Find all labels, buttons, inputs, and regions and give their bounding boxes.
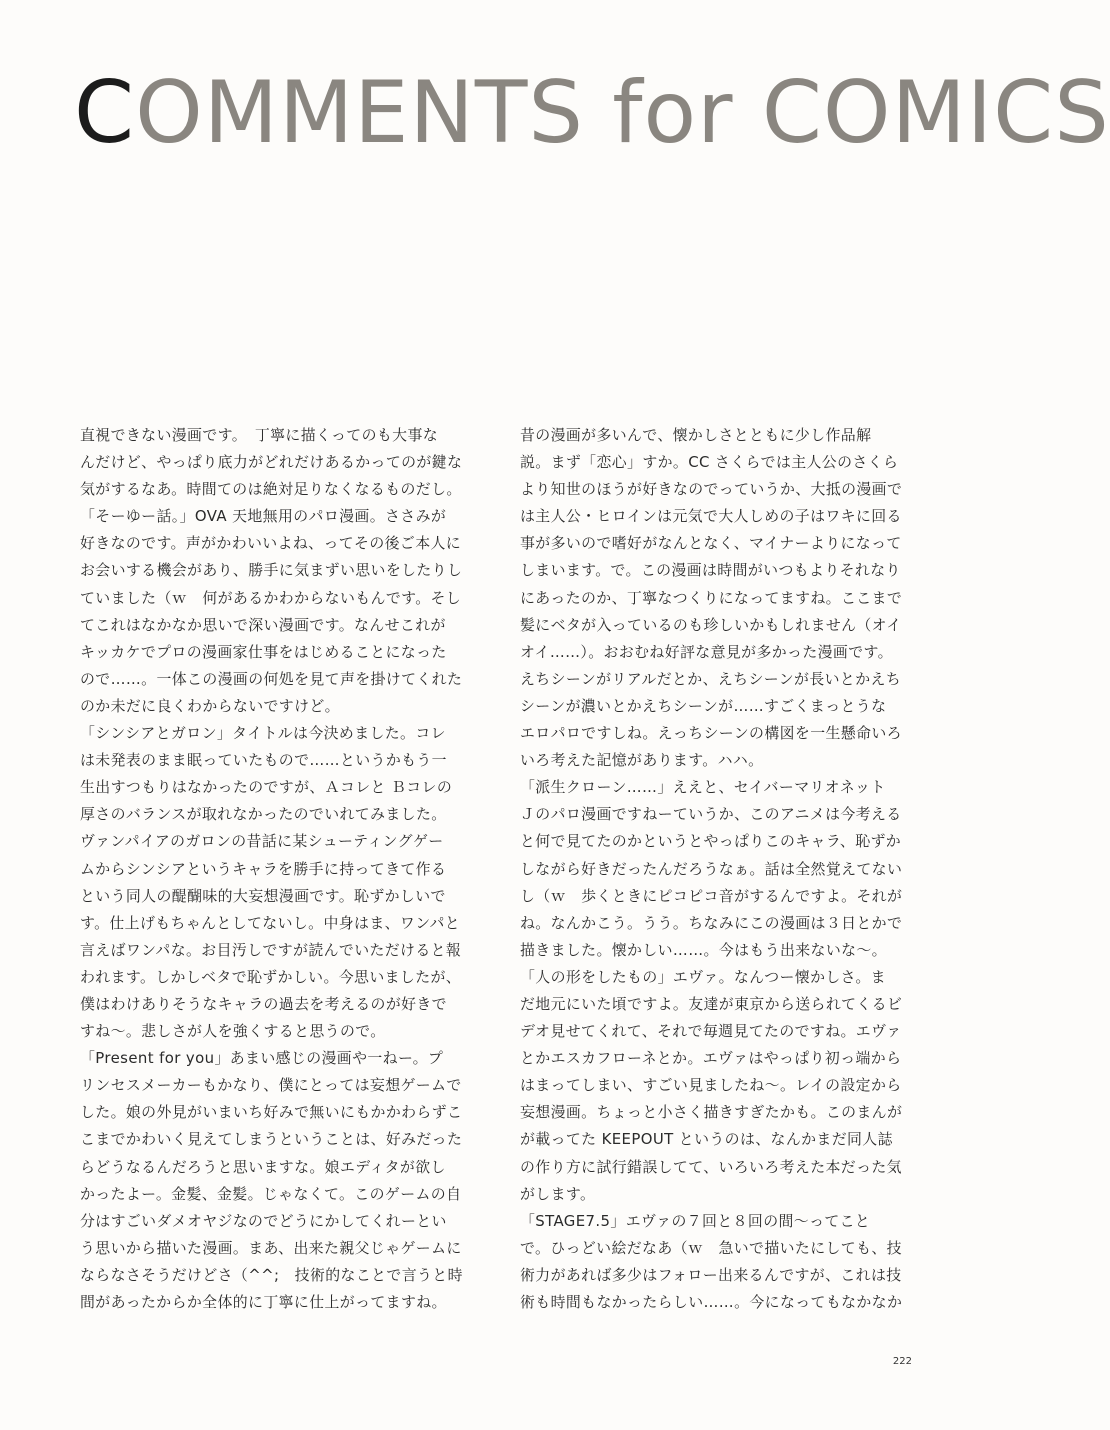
text-line: 術力があれば多少はフォロー出来るんですが、これは技 [520,1265,902,1284]
text-line: ていました（ｗ 何があるかわからないもんです。そし [80,588,462,607]
text-line: という同人の醍醐味的大妄想漫画です。恥ずかしいで [80,886,446,905]
text-line: すね～。悲しさが人を強くすると思うので。 [80,1022,386,1041]
text-line: キッカケでプロの漫画家仕事をはじめることになった [80,642,447,661]
text-line: んだけど、やっぱり底力がどれだけあるかってのが鍵な [80,453,463,472]
title-first-letter: C [74,63,136,163]
text-line: 描きました。懐かしい……。今はもう出来ないな～。 [520,940,887,959]
text-line: 言えばワンパな。お目汚しですが読んでいただけると報 [80,940,462,959]
text-line: らどうなるんだろうと思いますな。娘エディタが欲し [80,1157,446,1176]
text-line: 生出すつもりはなかったのですが、Ａコレと Ｂコレの [80,778,453,797]
text-line: ね。なんかこう。うう。ちなみにこの漫画は３日とかで [520,913,903,932]
text-line: 「Present for you」あまい感じの漫画や一ねー。プ [80,1049,444,1068]
page-title [74,63,1110,163]
text-line: 「シンシアとガロン」タイトルは今決めました。コレ [80,724,446,743]
text-line: ヴァンパイアのガロンの昔話に某シューティングゲー [80,832,444,851]
text-line: う思いから描いた漫画。まあ、出来た親父じゃゲームに [80,1238,462,1257]
text-line: 気がするなあ。時間てのは絶対足りなくなるものだし。 [80,480,462,499]
text-column-left [80,422,472,1316]
text-line: 「人の形をしたもの」エヴァ。なんつー懐かしさ。ま [520,967,886,986]
text-line: 「そーゆー話。」OVA 天地無用のパロ漫画。ささみが [80,507,447,526]
text-line: シーンが濃いとかえちシーンが……すごくまっとうな [520,696,887,715]
text-line: エロパロですしね。えっちシーンの構図を一生懸命いろ [520,724,902,743]
text-column-right [520,422,912,1316]
text-line: だ地元にいた頃ですよ。友達が東京から送られてくるビ [520,994,903,1013]
text-line: と何で見てたのかというとやっぱりこのキャラ、恥ずか [520,832,902,851]
text-line: にあったのか、丁寧なつくりになってますね。ここまで [520,588,903,607]
text-line: 間があったからか全体的に丁寧に仕上がってますね。 [80,1293,447,1311]
text-line: は未発表のまま眠っていたもので……というかもう一 [80,751,447,770]
text-line: がします。 [520,1184,596,1203]
title-rest: OMMENTS for COMICS [135,63,1110,163]
text-line: えちシーンがリアルだとか、えちシーンが長いとかえち [520,669,902,688]
text-line: デオ見せてくれて、それで毎週見てたのですね。エヴァ [520,1022,902,1041]
text-line: しまいます。で。この漫画は時間がいつもよりそれなり [520,561,901,580]
text-line: われます。しかしベタで恥ずかしい。今思いましたが、 [80,967,462,986]
text-line: 「派生クローン……」ええと、セイバーマリオネット [520,778,886,797]
text-line: しながら好きだったんだろうなぁ。話は全然覚えてない [520,859,903,878]
text-line: 事が多いので嗜好がなんとなく、マイナーよりになって [520,534,902,553]
text-line: のか未だに良くわからないですけど。 [80,696,340,715]
text-line: はまってしまい、すごい見ましたね～。レイの設定から [520,1076,902,1095]
text-line: かったよー。金髪、金髪。じゃなくて。このゲームの自 [80,1184,462,1203]
text-line: 「STAGE7.5」エヴァの７回と８回の間～ってこと [520,1211,871,1230]
text-line: 厚さのバランスが取れなかったのでいれてみました。 [80,805,447,824]
text-line: より知世のほうが好きなのでっていうか、大抵の漫画で [520,480,903,499]
text-line: いろ考えた記憶があります。ハハ。 [520,751,764,770]
text-line: 術も時間もなかったらしい……。今になってもなかなか [520,1293,903,1311]
text-line: の作り方に試行錯誤してて、いろいろ考えた本だった気 [520,1157,902,1176]
text-line: ムからシンシアというキャラを勝手に持ってきて作る [80,859,447,878]
text-line: 説。まず「恋心」すか。CC さくらでは主人公のさくら [520,453,899,472]
text-line: が載ってた KEEPOUT というのは、なんかまだ同人誌 [520,1130,893,1149]
text-line: リンセスメーカーもかなり、僕にとっては妄想ゲームで [80,1076,462,1095]
text-line: 分はすごいダメオヤジなのでどうにかしてくれーとい [80,1211,447,1230]
text-line: 僕はわけありそうなキャラの過去を考えるのが好きで [80,994,447,1013]
text-line: 妄想漫画。ちょっと小さく描きすぎたかも。このまんが [520,1103,903,1122]
text-line: てこれはなかなか思いで深い漫画です。なんせこれが [80,615,446,634]
text-line: す。仕上げもちゃんとしてないし。中身はま、ワンパと [80,913,461,932]
text-line: 髪にベタが入っているのも珍しいかもしれません（オイ [520,615,902,634]
text-line: お会いする機会があり、勝手に気まずい思いをしたりし [80,561,463,580]
text-line: ならなさそうだけどさ（^^; 技術的なことで言うと時 [80,1265,463,1284]
text-line: は主人公・ヒロインは元気で大人しめの子はワキに回る [520,507,902,526]
page-number: 222 [892,1356,912,1367]
text-line: こまでかわいく見えてしまうということは、好みだった [80,1130,463,1149]
text-line: で。ひっどい絵だなあ（ｗ 急いで描いたにしても、技 [520,1238,902,1257]
text-line: 好きなのです。声がかわいいよね、ってその後ご本人に [80,534,462,553]
text-line: Ｊのパロ漫画ですねーていうか、このアニメは今考える [520,805,902,824]
text-line: した。娘の外見がいまいち好みで無いにもかかわらずこ [80,1103,463,1122]
text-line: し（ｗ 歩くときにピコピコ音がするんですよ。それが [520,886,903,905]
text-line: ので……。一体この漫画の何処を見て声を掛けてくれた [80,669,463,688]
text-line: とかエスカフローネとか。エヴァはやっぱり初っ端から [520,1049,902,1068]
text-line: オイ……）。おおむね好評な意見が多かった漫画です。 [520,642,893,661]
text-line: 昔の漫画が多いんで、懐かしさとともに少し作品解 [520,426,872,444]
text-line: 直視できない漫画です。 丁寧に描くってのも大事な [80,426,439,444]
